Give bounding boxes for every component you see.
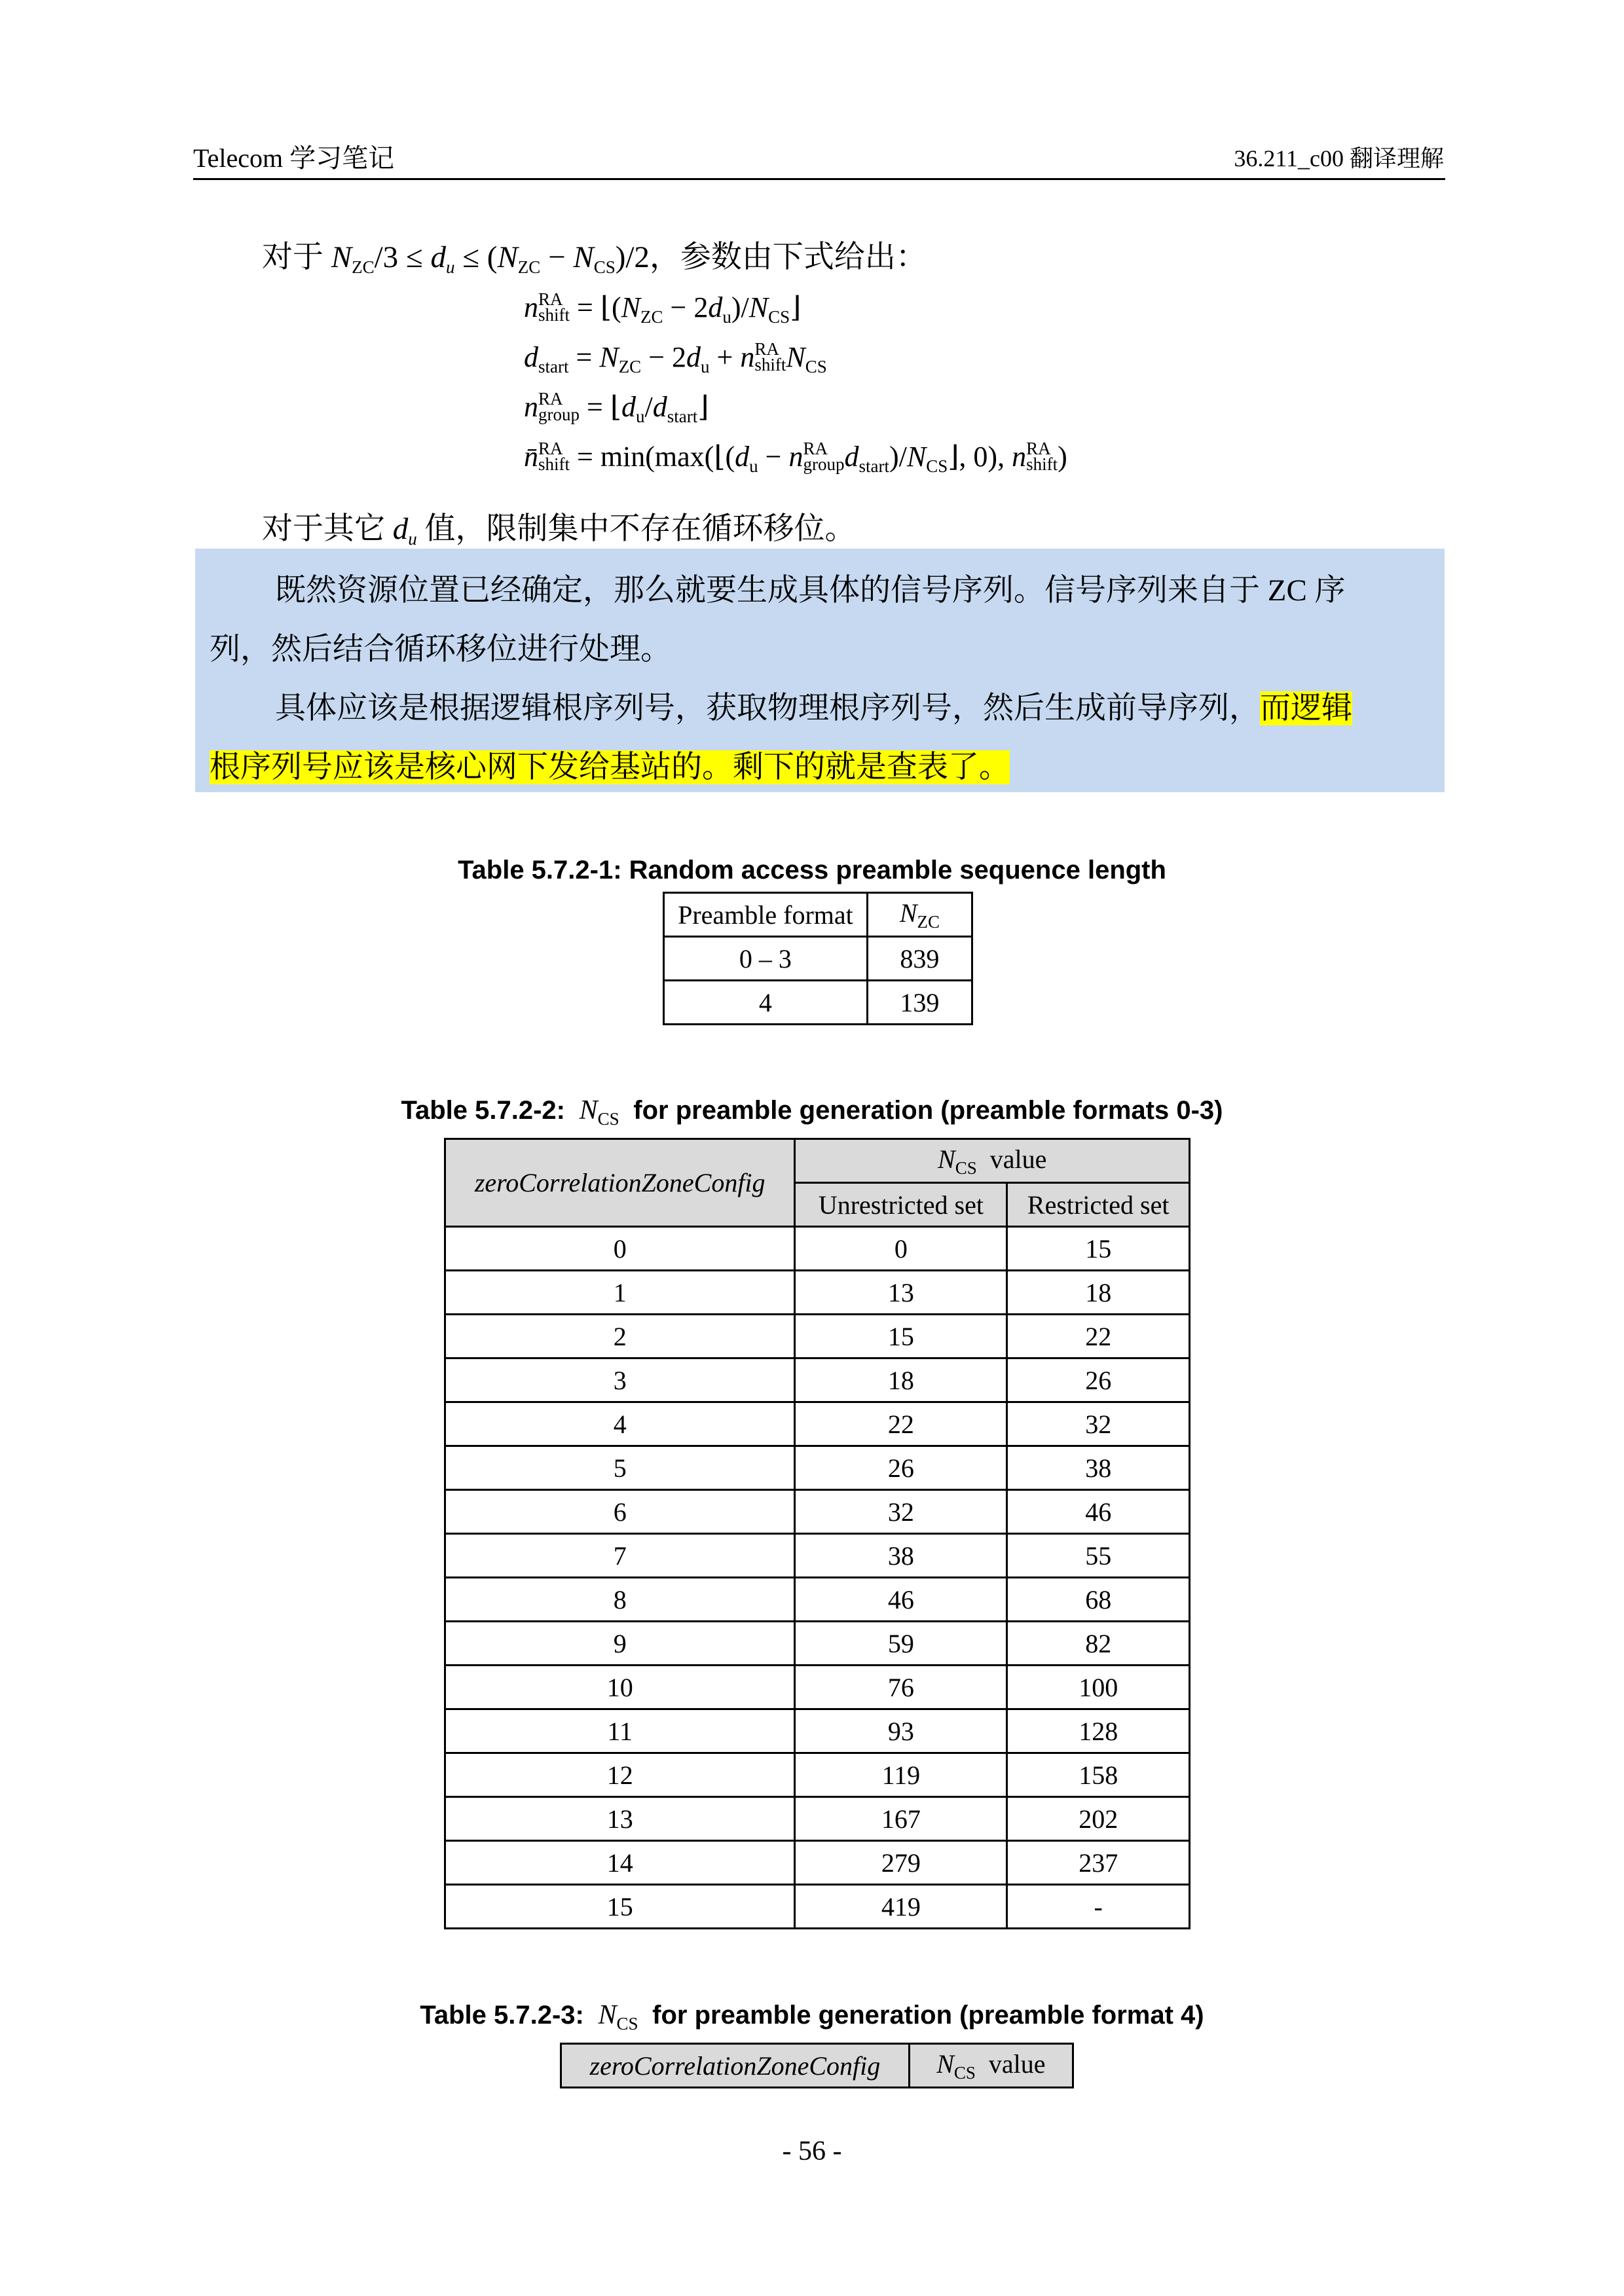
table3-header-ncs: $N_{CS}$ value bbox=[909, 2044, 1073, 2088]
ncs-symbol: $N_{CS}$ bbox=[572, 1095, 619, 1129]
table1 bbox=[663, 892, 973, 1025]
table2-cell: 15 bbox=[445, 1885, 795, 1929]
table2-cell: 13 bbox=[795, 1271, 1007, 1315]
table-row bbox=[445, 1709, 1190, 1753]
table-row bbox=[445, 1490, 1190, 1534]
table2-cell: 6 bbox=[445, 1490, 795, 1534]
header-title: Telecom 学习笔记 bbox=[193, 143, 395, 173]
table1-cell: 139 bbox=[867, 981, 972, 1025]
table2-cell: 5 bbox=[445, 1446, 795, 1490]
table-row bbox=[445, 1534, 1190, 1578]
table-row bbox=[445, 1315, 1190, 1358]
table2-caption bbox=[0, 1095, 1624, 1129]
table2-cell: 38 bbox=[795, 1534, 1007, 1578]
table-row bbox=[445, 1666, 1190, 1709]
note-line-3-text: 具体应该是根据逻辑根序列号，获取物理根序列号，然后生成前导序列， bbox=[275, 691, 1260, 725]
ncs-symbol: $N_{CS}$ bbox=[591, 2000, 638, 2033]
table2-cell: 2 bbox=[445, 1315, 795, 1358]
table2-cell: 419 bbox=[795, 1885, 1007, 1929]
condition-suffix: ，参数由下式给出： bbox=[649, 240, 927, 274]
table2-cell: 68 bbox=[1007, 1578, 1190, 1622]
note-line-4-highlight: 根序列号应该是核心网下发给基站的。剩下的就是查表了。 bbox=[210, 750, 1010, 784]
table2-cell: 158 bbox=[1007, 1753, 1190, 1797]
table1-cell: 4 bbox=[664, 981, 868, 1025]
table1-caption: Table 5.7.2-1: Random access preamble sequence length bbox=[458, 856, 1166, 884]
table2-header-unrestricted: Unrestricted set bbox=[795, 1183, 1007, 1227]
table-row bbox=[664, 981, 972, 1025]
equation-n-shift: n RA shift = $⌊(N_{ZC}$ − $2d_u)/N_{CS}⌋$ bbox=[524, 289, 802, 327]
table2-cell: 55 bbox=[1007, 1534, 1190, 1578]
table2-cell: 22 bbox=[795, 1402, 1007, 1446]
table3-caption-prefix: Table 5.7.2-3: bbox=[420, 2001, 584, 2030]
note-line-3 bbox=[275, 683, 1352, 727]
table2-cell: 32 bbox=[795, 1490, 1007, 1534]
table2-cell: 59 bbox=[795, 1622, 1007, 1666]
note-line-2: 列，然后结合循环移位进行处理。 bbox=[210, 632, 671, 666]
other-values-suffix: 值，限制集中不存在循环移位。 bbox=[424, 512, 856, 546]
table-row bbox=[445, 1885, 1190, 1929]
table2-cell: 15 bbox=[795, 1315, 1007, 1358]
table2-cell: 15 bbox=[1007, 1227, 1190, 1271]
table2-header-ncs: $N_{CS}$ value bbox=[795, 1139, 1190, 1183]
equation-n-shift-bar: n̄ RA shift = $\min(\max(⌊(d_u - n$ RA group $d_{start})/N_{CS}⌋$, 0), n RA shift ) bbox=[524, 439, 1067, 476]
condition-line: 对于 $N_{ZC}/3 \le d_u \le (N_{ZC} - N_{CS})/2$，参数由下式给出： bbox=[262, 240, 927, 277]
table-row bbox=[445, 1402, 1190, 1446]
table2-cell: 82 bbox=[1007, 1622, 1190, 1666]
table-row bbox=[445, 1227, 1190, 1271]
table2-cell: 22 bbox=[1007, 1315, 1190, 1358]
table-row bbox=[445, 1358, 1190, 1402]
table1-header-format: Preamble format bbox=[664, 893, 868, 937]
note-box bbox=[195, 549, 1445, 792]
table2-cell: 8 bbox=[445, 1578, 795, 1622]
header-divider bbox=[193, 178, 1445, 180]
table3 bbox=[560, 2043, 1074, 2088]
table2 bbox=[444, 1138, 1190, 1929]
table2-body bbox=[445, 1227, 1190, 1929]
table-row bbox=[445, 1753, 1190, 1797]
table2-cell: 38 bbox=[1007, 1446, 1190, 1490]
table2-cell: 7 bbox=[445, 1534, 795, 1578]
table2-caption-prefix: Table 5.7.2-2: bbox=[401, 1096, 565, 1125]
table-row bbox=[445, 1797, 1190, 1841]
table1-header-nzc: $N_{ZC}$ bbox=[867, 893, 972, 937]
page-number: - 56 - bbox=[782, 2136, 842, 2166]
table2-cell: 93 bbox=[795, 1709, 1007, 1753]
table2-cell: 10 bbox=[445, 1666, 795, 1709]
table-row bbox=[445, 1446, 1190, 1490]
table2-cell: 26 bbox=[1007, 1358, 1190, 1402]
table2-cell: 12 bbox=[445, 1753, 795, 1797]
equation-n-group: n RA group = $⌊d_u/d_{start}⌋$ bbox=[524, 389, 709, 426]
table2-cell: 9 bbox=[445, 1622, 795, 1666]
table2-cell: 279 bbox=[795, 1841, 1007, 1885]
table2-cell: 128 bbox=[1007, 1709, 1190, 1753]
table-row bbox=[445, 1578, 1190, 1622]
table2-cell: 167 bbox=[795, 1797, 1007, 1841]
table2-header-config: zeroCorrelationZoneConfig bbox=[445, 1139, 795, 1227]
table-row bbox=[664, 937, 972, 981]
table3-caption-suffix: for preamble generation (preamble format 4) bbox=[652, 2001, 1204, 2030]
table2-cell: 46 bbox=[1007, 1490, 1190, 1534]
table2-cell: 18 bbox=[795, 1358, 1007, 1402]
table2-cell: 46 bbox=[795, 1578, 1007, 1622]
note-line-1: 既然资源位置已经确定，那么就要生成具体的信号序列。信号序列来自于 ZC 序 bbox=[275, 574, 1346, 608]
header-doc-id: 36.211_c00 翻译理解 bbox=[1234, 145, 1444, 172]
table2-cell: 0 bbox=[795, 1227, 1007, 1271]
condition-prefix: 对于 bbox=[262, 240, 323, 274]
table2-cell: 76 bbox=[795, 1666, 1007, 1709]
table2-cell: 119 bbox=[795, 1753, 1007, 1797]
table2-cell: 11 bbox=[445, 1709, 795, 1753]
table2-cell: 14 bbox=[445, 1841, 795, 1885]
table2-cell: 1 bbox=[445, 1271, 795, 1315]
table3-header-config: zeroCorrelationZoneConfig bbox=[561, 2044, 910, 2088]
note-line-4 bbox=[210, 742, 1010, 786]
table2-cell: 202 bbox=[1007, 1797, 1190, 1841]
other-values-prefix: 对于其它 bbox=[262, 512, 385, 546]
table2-header-restricted: Restricted set bbox=[1007, 1183, 1190, 1227]
table2-cell: 26 bbox=[795, 1446, 1007, 1490]
equation-d-start: $d_{start} = N_{ZC} - 2d_u + n$ RA shift $N_{CS}$ bbox=[524, 339, 827, 376]
table3-header-value: value bbox=[988, 2049, 1046, 2079]
table-row bbox=[445, 1841, 1190, 1885]
table3-caption bbox=[0, 1999, 1624, 2034]
table1-cell: 0 – 3 bbox=[664, 937, 868, 981]
table2-header-value: value bbox=[989, 1144, 1047, 1174]
table2-cell: 18 bbox=[1007, 1271, 1190, 1315]
table2-cell: 237 bbox=[1007, 1841, 1190, 1885]
equation-block bbox=[524, 283, 1067, 482]
table2-cell: - bbox=[1007, 1885, 1190, 1929]
table1-cell: 839 bbox=[867, 937, 972, 981]
table-row bbox=[445, 1271, 1190, 1315]
note-line-3-highlight: 而逻辑 bbox=[1260, 691, 1352, 725]
table2-cell: 13 bbox=[445, 1797, 795, 1841]
other-values-line: 对于其它 $d_u$ 值，限制集中不存在循环移位。 bbox=[262, 512, 856, 549]
table2-cell: 100 bbox=[1007, 1666, 1190, 1709]
table2-cell: 4 bbox=[445, 1402, 795, 1446]
table2-caption-suffix: for preamble generation (preamble formats 0-3) bbox=[633, 1096, 1223, 1125]
table2-cell: 0 bbox=[445, 1227, 795, 1271]
table2-cell: 32 bbox=[1007, 1402, 1190, 1446]
table-row bbox=[445, 1622, 1190, 1666]
table2-cell: 3 bbox=[445, 1358, 795, 1402]
